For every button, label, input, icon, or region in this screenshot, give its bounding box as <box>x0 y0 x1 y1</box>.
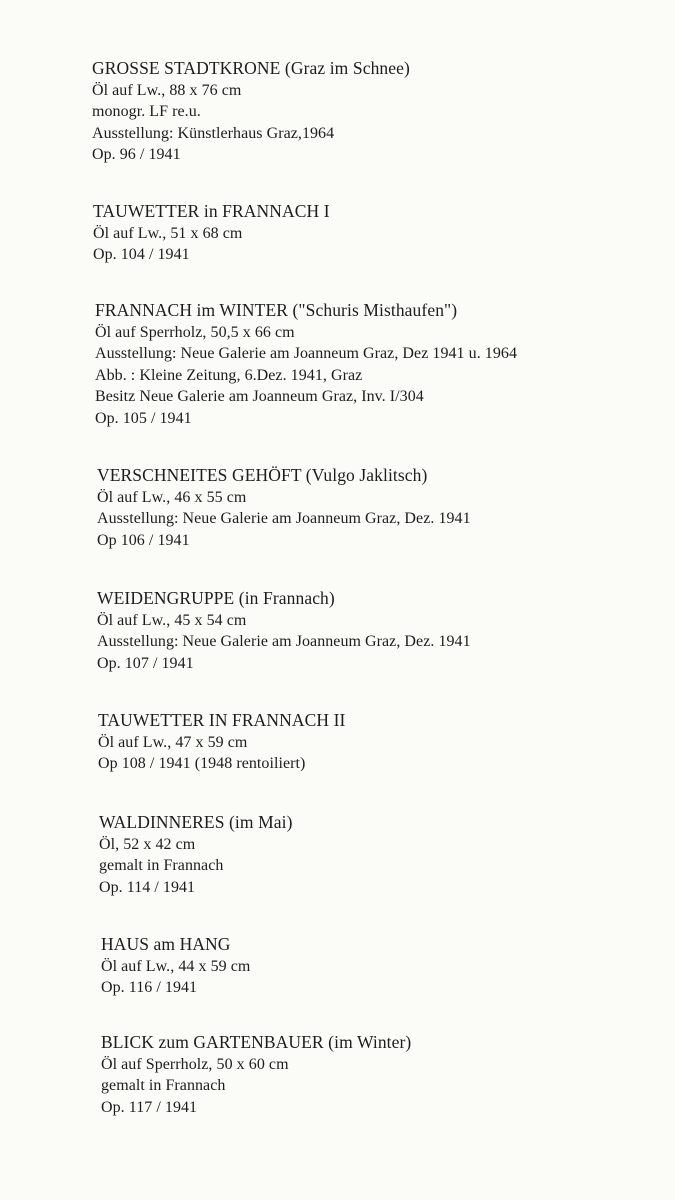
catalog-entry <box>92 57 632 166</box>
entry-detail: Ausstellung: Künstlerhaus Graz,1964 <box>92 124 335 142</box>
entry-detail: gemalt in Frannach <box>101 1077 226 1094</box>
catalog-entry <box>101 933 641 999</box>
entry-detail: Op. 104 / 1941 <box>93 246 190 263</box>
entry-detail: Op. 105 / 1941 <box>95 409 192 427</box>
entry-title: HAUS am HANG <box>101 934 231 954</box>
catalog-entry <box>97 587 637 674</box>
entry-detail: Öl auf Lw., 44 x 59 cm <box>101 957 251 975</box>
entry-title: WEIDENGRUPPE (in Frannach) <box>97 588 335 608</box>
entry-detail: gemalt in Frannach <box>99 857 224 874</box>
catalog-entry <box>93 200 633 266</box>
entry-detail: Öl, 52 x 42 cm <box>99 835 196 853</box>
entry-title: FRANNACH im WINTER ("Schuris Misthaufen") <box>95 300 458 320</box>
entry-title: WALDINNERES (im Mai) <box>99 812 293 832</box>
entry-detail: Ausstellung: Neue Galerie am Joanneum Graz, Dez 1941 u. 1964 <box>95 345 517 362</box>
entry-detail: Ausstellung: Neue Galerie am Joanneum Graz, Dez. 1941 <box>97 633 471 650</box>
entry-detail: Op. 96 / 1941 <box>92 146 181 163</box>
entry-detail: Öl auf Sperrholz, 50 x 60 cm <box>101 1055 289 1073</box>
entry-title: BLICK zum GARTENBAUER (im Winter) <box>101 1032 412 1052</box>
catalog-entry <box>99 811 639 898</box>
entry-title: TAUWETTER IN FRANNACH II <box>98 710 346 730</box>
catalog-entry <box>98 709 638 775</box>
catalog-entry <box>101 1031 641 1118</box>
entry-detail: Besitz Neue Galerie am Joanneum Graz, Inv. I/304 <box>95 388 424 405</box>
entry-detail: Öl auf Sperrholz, 50,5 x 66 cm <box>95 323 295 341</box>
entry-title: VERSCHNEITES GEHÖFT (Vulgo Jaklitsch) <box>97 465 428 485</box>
entry-title: GROSSE STADTKRONE (Graz im Schnee) <box>92 58 410 78</box>
entry-detail: Öl auf Lw., 88 x 76 cm <box>92 81 242 99</box>
entry-detail: Op. 114 / 1941 <box>99 878 196 896</box>
entry-detail: Öl auf Lw., 45 x 54 cm <box>97 611 247 629</box>
catalog-entry <box>97 464 637 551</box>
entry-detail: Op. 117 / 1941 <box>101 1098 198 1116</box>
catalog-entry <box>95 299 635 429</box>
entry-detail: Op 106 / 1941 <box>97 531 190 549</box>
entry-title: TAUWETTER in FRANNACH I <box>93 201 330 221</box>
entry-detail: Ausstellung: Neue Galerie am Joanneum Graz, Dez. 1941 <box>97 510 471 527</box>
entry-detail: Op 108 / 1941 (1948 rentoiliert) <box>98 755 306 772</box>
entry-detail: monogr. LF re.u. <box>92 103 201 120</box>
entry-detail: Op. 116 / 1941 <box>101 979 198 996</box>
entry-detail: Abb. : Kleine Zeitung, 6.Dez. 1941, Graz <box>95 366 363 384</box>
entry-detail: Öl auf Lw., 51 x 68 cm <box>93 224 243 242</box>
entry-detail: Op. 107 / 1941 <box>97 654 194 672</box>
entry-detail: Öl auf Lw., 47 x 59 cm <box>98 733 248 751</box>
entry-detail: Öl auf Lw., 46 x 55 cm <box>97 488 247 506</box>
